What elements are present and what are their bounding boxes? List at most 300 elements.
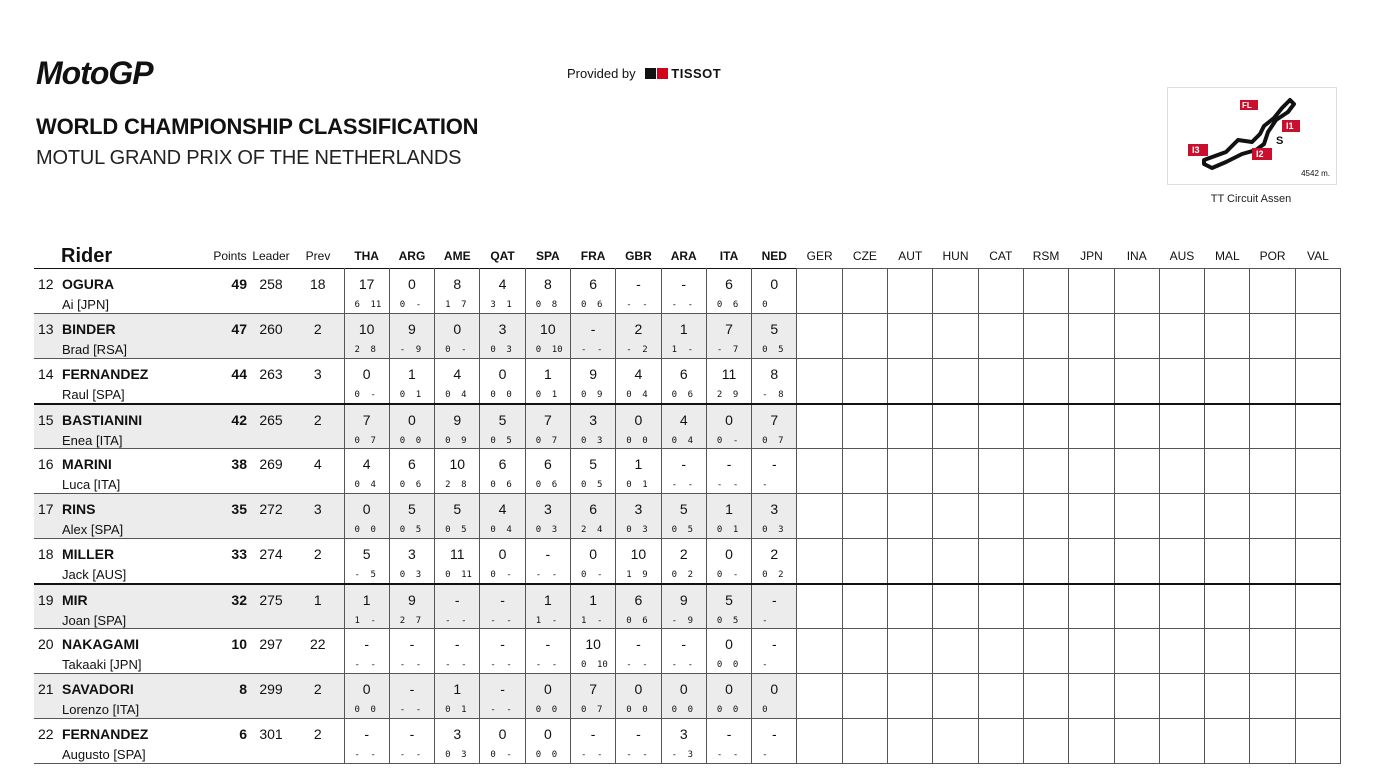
rider-points: 47 [210,314,250,359]
race-result-ame [435,359,480,404]
race-points: - [415,750,422,760]
race-result-ara [661,269,706,314]
rider-leader-gap: 301 [259,726,283,742]
race-result-empty [797,449,842,494]
race-result-empty [842,314,887,359]
race-points: 0 [506,390,512,400]
race-result-empty [1159,719,1204,764]
race-total: 9 [453,411,462,428]
race-result-empty [1114,584,1159,629]
sprint-points: - [716,480,723,490]
race-result-ita [706,269,751,314]
race-points: - [687,480,693,490]
table-row [34,359,1341,404]
sprint-points: 0 [535,435,542,446]
race-total: 3 [408,546,416,562]
map-label-i3: I3 [1192,145,1200,155]
rider-last-name: BINDER [62,321,116,337]
rider-last-name: SAVADORI [62,681,134,697]
rider-first-name: Ai [JPN] [62,297,109,312]
header-race-ame: AME [443,249,471,263]
rider-cell [34,584,210,629]
race-total: 0 [543,681,552,697]
header-race-rsm: RSM [1032,249,1060,263]
race-result-empty [1295,494,1340,539]
race-total: - [409,636,415,652]
race-result-arg [389,719,434,764]
header-race-cze: CZE [852,249,877,263]
sprint-points: 1 [354,615,360,626]
race-result-tha [344,494,389,539]
race-result-empty [1205,314,1250,359]
race-result-empty [978,359,1023,404]
race-result-empty [797,629,842,674]
race-result-fra [570,719,615,764]
race-points: - [461,345,467,355]
race-result-empty [1114,359,1159,404]
race-total: 4 [453,366,462,382]
race-result-ara [661,359,706,404]
race-points: 9 [461,435,467,446]
rider-leader-gap: 269 [259,456,283,472]
sprint-points: - [671,615,677,626]
race-result-empty [1250,494,1295,539]
race-result-empty [1205,359,1250,404]
race-result-ara [661,404,706,449]
race-result-empty [1250,314,1295,359]
sprint-points: 0 [716,615,723,626]
race-total: - [364,636,369,652]
race-result-tha [344,539,389,584]
header-race-val: VAL [1306,249,1329,263]
race-result-empty [888,494,933,539]
race-total: - [454,636,460,652]
race-total: 0 [770,681,779,697]
sprint-points: 2 [580,525,587,535]
sprint-points: 0 [716,705,723,715]
race-result-empty [1069,359,1114,404]
race-result-empty [1114,404,1159,449]
race-result-empty [1023,674,1068,719]
race-total: 5 [589,456,598,472]
race-total: 6 [408,456,416,472]
race-result-ned [752,674,797,719]
race-total: 7 [725,321,733,337]
header-leader: Leader [252,249,290,263]
race-result-tha [344,584,389,629]
race-result-spa [525,359,570,404]
race-total: 3 [589,411,598,428]
rider-prev-gap: 2 [292,674,344,719]
rider-points: 32 [210,584,250,629]
race-result-empty [1023,269,1068,314]
race-points: 3 [778,525,784,535]
race-points: 11 [370,300,382,310]
race-points: - [506,750,512,760]
race-result-ame [435,449,480,494]
race-result-qat [480,629,525,674]
race-total: 4 [679,411,688,428]
race-result-gbr [616,539,661,584]
race-result-spa [525,494,570,539]
sprint-points: - [762,480,768,490]
header-race-ned: NED [761,249,787,263]
sprint-points: - [626,750,632,760]
sprint-points: - [354,570,360,580]
race-result-empty [797,719,842,764]
sprint-points: 0 [399,480,406,490]
sprint-points: 2 [445,480,451,490]
race-result-empty [1250,359,1295,404]
rider-leader-gap: 297 [259,636,283,652]
race-total: 3 [634,501,643,517]
race-points: 3 [506,345,512,355]
sprint-points: 0 [580,435,587,446]
race-result-ame [435,494,480,539]
sprint-points: - [445,660,451,670]
rider-leader-gap: 258 [259,276,283,292]
rider-prev-gap: 2 [292,404,344,449]
sprint-points: 0 [580,480,587,490]
sprint-points: 0 [445,570,451,580]
race-result-empty [978,269,1023,314]
sprint-points: 0 [671,390,677,400]
race-points: 3 [687,750,693,760]
race-points: 4 [687,435,693,446]
race-points: - [461,660,467,670]
race-result-empty [888,314,933,359]
sprint-points: 2 [399,615,406,626]
provided-by [567,66,721,81]
rider-points: 33 [231,546,247,562]
race-result-empty [842,539,887,584]
sprint-points: - [716,345,723,355]
race-result-empty [1205,584,1250,629]
race-total: 0 [453,321,462,337]
race-result-ned [752,629,797,674]
race-result-spa [525,314,570,359]
sprint-points: 2 [354,345,360,355]
race-result-tha [344,629,389,674]
race-total: 6 [634,591,643,608]
classification-table [34,244,1341,764]
race-result-empty [797,359,842,404]
race-total: 3 [679,726,688,742]
rider-prev-gap: 3 [313,366,322,382]
race-points: 5 [596,480,603,490]
race-points: 2 [642,345,648,355]
race-total: 1 [408,366,416,382]
rider-leader-gap: 299 [250,674,292,719]
rider-points: 42 [210,404,250,449]
race-result-fra [570,314,615,359]
race-result-empty [1205,629,1250,674]
race-result-empty [1250,629,1295,674]
race-result-empty [888,539,933,584]
rider-prev-gap: 1 [292,584,344,629]
race-result-ame [435,314,480,359]
race-points: - [687,660,693,670]
race-result-ned [752,404,797,449]
race-points: - [596,570,603,580]
race-result-ame [435,719,480,764]
race-result-empty [978,674,1023,719]
race-points: 3 [642,525,648,535]
race-total: 5 [453,501,462,517]
race-points: 10 [596,660,608,670]
race-result-empty [1023,539,1068,584]
race-result-empty [1295,629,1340,674]
header-race-ita: ITA [719,249,739,263]
race-points: 7 [461,300,467,310]
race-result-empty [1205,719,1250,764]
race-result-ita [706,404,751,449]
race-result-empty [1114,719,1159,764]
race-result-empty [1205,674,1250,719]
rider-position: 12 [38,276,54,292]
race-total: - [409,726,415,742]
race-points: 7 [778,435,784,446]
race-result-empty [1069,539,1114,584]
tissot-cross-icon [657,68,668,79]
race-result-qat [480,314,525,359]
rider-first-name: Brad [RSA] [62,342,128,357]
sponsor-name: TISSOT [671,66,722,81]
header-race-tha: THA [354,249,379,263]
race-result-empty [1023,449,1068,494]
sprint-points: 0 [490,345,496,355]
sprint-points: 0 [671,435,677,446]
rider-points: 38 [231,456,247,472]
rider-leader-gap: 263 [259,366,283,382]
rider-position: 15 [38,411,54,428]
race-total: 3 [543,501,552,517]
sprint-points: - [762,390,768,400]
race-points: - [415,705,422,715]
race-points: 1 [551,390,558,400]
sprint-points: 0 [716,660,723,670]
sprint-points: 0 [490,435,496,446]
rider-last-name: NAKAGAMI [62,636,139,652]
race-result-empty [888,269,933,314]
race-total: 0 [725,636,733,652]
race-result-tha [344,359,389,404]
race-points: 4 [596,525,603,535]
race-result-empty [797,494,842,539]
race-total: 10 [630,546,647,562]
header-rider: Rider [61,244,113,267]
rider-prev-gap: 2 [292,314,344,359]
race-points: 1 [461,705,467,715]
race-result-empty [1159,269,1204,314]
race-points: 7 [596,705,603,715]
race-result-arg [389,494,434,539]
race-result-empty [933,449,978,494]
rider-cell [34,629,210,674]
sprint-points: 1 [535,615,542,626]
race-total: 1 [453,681,462,697]
race-total: 0 [725,681,733,697]
provided-by-label: Provided by [567,66,636,81]
race-result-empty [842,629,887,674]
race-points: 9 [596,390,603,400]
sprint-points: 0 [354,705,360,715]
race-points: 9 [642,570,648,580]
race-total: 0 [634,681,643,697]
race-total: - [636,276,641,292]
race-points: - [732,480,739,490]
race-result-empty [1069,584,1114,629]
sprint-points: 0 [399,435,406,446]
race-result-ned [752,449,797,494]
rider-prev-gap: 18 [309,276,326,292]
race-result-empty [1250,674,1295,719]
race-result-spa [525,584,570,629]
rider-position: 14 [38,366,54,382]
race-result-arg [389,404,434,449]
map-label-i2: I2 [1256,149,1264,159]
race-result-gbr [616,584,661,629]
rider-last-name: MIR [62,591,88,608]
race-points: 1 [506,300,512,310]
race-result-empty [797,539,842,584]
race-result-empty [1114,269,1159,314]
race-result-qat [480,494,525,539]
race-result-empty [1295,719,1340,764]
race-result-ned [752,584,797,629]
race-points: 3 [461,750,467,760]
race-result-empty [1023,404,1068,449]
race-points: - [642,300,648,310]
race-points: 9 [687,615,693,626]
rider-prev-gap: 22 [309,636,326,652]
race-total: - [545,636,551,652]
race-result-ame [435,584,480,629]
sprint-points: 0 [535,300,542,310]
race-total: 6 [725,276,733,292]
race-points: 5 [778,345,784,355]
race-total: 10 [358,321,375,337]
race-points: - [370,750,376,760]
race-result-fra [570,539,615,584]
race-result-empty [933,584,978,629]
race-result-empty [978,404,1023,449]
sprint-points: 0 [399,300,406,310]
race-result-empty [1295,584,1340,629]
table-row [34,719,1341,764]
race-points: 7 [551,435,558,446]
race-result-empty [1114,449,1159,494]
race-points: - [596,345,603,355]
race-points: 9 [415,345,422,355]
race-result-empty [978,629,1023,674]
race-total: - [771,456,777,472]
race-total: - [726,726,732,742]
sprint-points: 0 [671,705,677,715]
race-total: 4 [362,456,371,472]
header-prev: Prev [305,249,331,263]
race-result-empty [1069,629,1114,674]
header-race-ina: INA [1126,249,1147,263]
race-points: 8 [778,390,784,400]
rider-last-name: MARINI [62,456,112,472]
sprint-points: 1 [671,345,677,355]
race-result-empty [1250,404,1295,449]
header-race-ara: ARA [670,249,697,263]
race-total: 5 [725,591,733,608]
sprint-points: 0 [580,300,587,310]
rider-prev-gap: 2 [313,726,322,742]
race-result-spa [525,269,570,314]
race-points: 4 [642,390,648,400]
race-total: - [454,591,460,608]
race-result-empty [888,719,933,764]
sprint-points: - [762,660,768,670]
sprint-points: 0 [580,390,587,400]
race-result-ned [752,719,797,764]
sprint-points: 0 [399,570,406,580]
race-points: - [370,660,376,670]
race-result-empty [842,674,887,719]
race-result-empty [933,404,978,449]
sprint-points: 2 [716,390,723,400]
sprint-points: - [354,750,360,760]
race-result-ara [661,494,706,539]
race-points: 5 [506,435,512,446]
sprint-points: 0 [535,345,542,355]
race-total: 0 [679,681,688,697]
table-row [34,269,1341,314]
rider-last-name: RINS [62,501,96,517]
race-result-empty [1069,269,1114,314]
sprint-points: 0 [354,390,360,400]
race-result-fra [570,584,615,629]
race-total: 1 [543,591,552,608]
race-points: 0 [732,660,739,670]
sprint-points: - [399,750,406,760]
map-label-s: S [1276,135,1284,147]
race-points: 9 [732,390,739,400]
rider-cell [34,269,210,314]
rider-leader-gap: 272 [250,494,292,539]
race-result-gbr [616,494,661,539]
header-race-mal: MAL [1214,249,1240,263]
sprint-points: - [354,660,360,670]
race-result-empty [1205,539,1250,584]
race-points: - [642,750,648,760]
race-points: - [551,615,558,626]
race-result-tha [344,314,389,359]
race-points: 11 [461,570,472,580]
race-points: 0 [415,435,422,446]
race-result-empty [1295,269,1340,314]
race-points: - [415,300,422,310]
sprint-points: - [399,345,406,355]
race-points: 6 [551,480,558,490]
sprint-points: 1 [626,570,632,580]
rider-last-name: FERNANDEZ [62,726,149,742]
sprint-points: 0 [716,435,723,446]
race-result-ame [435,674,480,719]
race-points: 2 [687,570,693,580]
rider-points: 49 [231,276,247,292]
race-result-tha [344,719,389,764]
sprint-points: 0 [535,390,542,400]
race-points: 5 [687,525,693,535]
sprint-points: 0 [490,480,496,490]
rider-first-name: Takaaki [JPN] [62,657,142,672]
race-result-empty [1159,404,1204,449]
